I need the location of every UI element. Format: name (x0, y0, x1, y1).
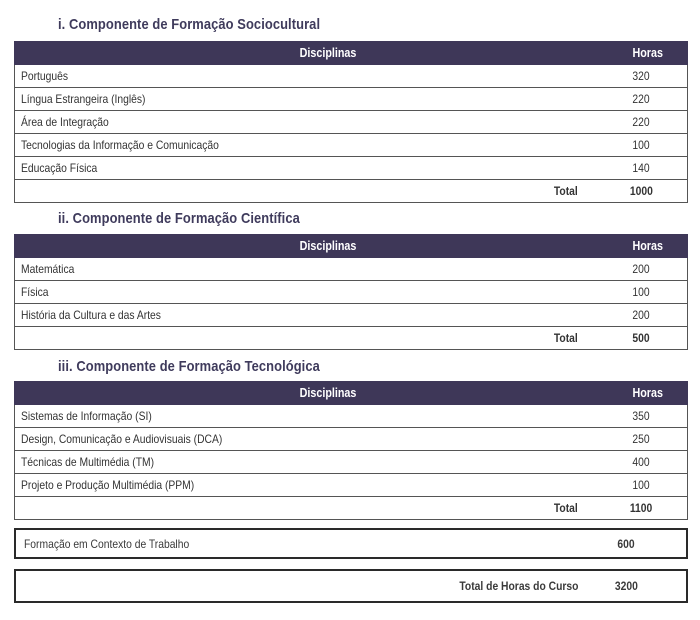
table-cientifica (14, 234, 688, 350)
table-row (15, 258, 688, 281)
discipline-name: Técnicas de Multimédia (TM) (15, 451, 608, 474)
total-value: 500 (608, 327, 688, 350)
discipline-hours: 200 (608, 258, 688, 281)
total-row (15, 327, 688, 350)
section-title-tecnologica: iii. Componente de Formação Tecnológica (58, 358, 320, 375)
table-sociocultural (14, 41, 688, 203)
table-row (15, 88, 688, 111)
discipline-hours: 100 (608, 281, 688, 304)
discipline-name: Educação Física (15, 157, 608, 180)
table-row (15, 157, 688, 180)
course-total-label: Total de Horas do Curso (458, 579, 578, 593)
discipline-hours: 250 (608, 428, 688, 451)
discipline-name: História da Cultura e das Artes (15, 304, 608, 327)
discipline-hours: 350 (608, 405, 688, 428)
header-hours: Horas (608, 235, 688, 258)
table-header (15, 42, 688, 65)
header-disciplines: Disciplinas (15, 382, 608, 405)
fct-hours: 600 (617, 536, 635, 551)
section-title-sociocultural: i. Componente de Formação Sociocultural (58, 16, 321, 33)
table-row (15, 134, 688, 157)
table-row (15, 428, 688, 451)
discipline-name: Área de Integração (15, 111, 608, 134)
discipline-hours: 220 (608, 88, 688, 111)
discipline-name: Sistemas de Informação (SI) (15, 405, 608, 428)
table-row (15, 451, 688, 474)
total-row (15, 180, 688, 203)
discipline-hours: 100 (608, 474, 688, 497)
header-hours: Horas (608, 42, 688, 65)
total-label: Total (15, 497, 608, 520)
table-header (15, 382, 688, 405)
discipline-name: Física (15, 281, 608, 304)
discipline-name: Matemática (15, 258, 608, 281)
discipline-name: Projeto e Produção Multimédia (PPM) (15, 474, 608, 497)
header-disciplines: Disciplinas (15, 235, 608, 258)
table-tecnologica (14, 381, 688, 520)
discipline-hours: 400 (608, 451, 688, 474)
discipline-hours: 200 (608, 304, 688, 327)
discipline-name: Design, Comunicação e Audiovisuais (DCA) (15, 428, 608, 451)
table-row (15, 111, 688, 134)
discipline-hours: 100 (608, 134, 688, 157)
section-title-cientifica: ii. Componente de Formação Científica (58, 210, 300, 227)
table-row (15, 65, 688, 88)
table-header (15, 235, 688, 258)
discipline-name: Língua Estrangeira (Inglês) (15, 88, 608, 111)
total-row (15, 497, 688, 520)
discipline-hours: 320 (608, 65, 688, 88)
table-row (15, 281, 688, 304)
total-label: Total (15, 180, 608, 203)
discipline-name: Tecnologias da Informação e Comunicação (15, 134, 608, 157)
fct-label: Formação em Contexto de Trabalho (24, 536, 190, 551)
discipline-hours: 220 (608, 111, 688, 134)
table-row (15, 405, 688, 428)
table-row (15, 304, 688, 327)
discipline-hours: 140 (608, 157, 688, 180)
table-row (15, 474, 688, 497)
total-value: 1100 (608, 497, 688, 520)
course-total-box (14, 569, 688, 603)
discipline-name: Português (15, 65, 608, 88)
header-hours: Horas (608, 382, 688, 405)
header-disciplines: Disciplinas (15, 42, 608, 65)
course-total-hours: 3200 (614, 579, 638, 593)
total-label: Total (15, 327, 608, 350)
fct-box (14, 528, 688, 559)
total-value: 1000 (608, 180, 688, 203)
